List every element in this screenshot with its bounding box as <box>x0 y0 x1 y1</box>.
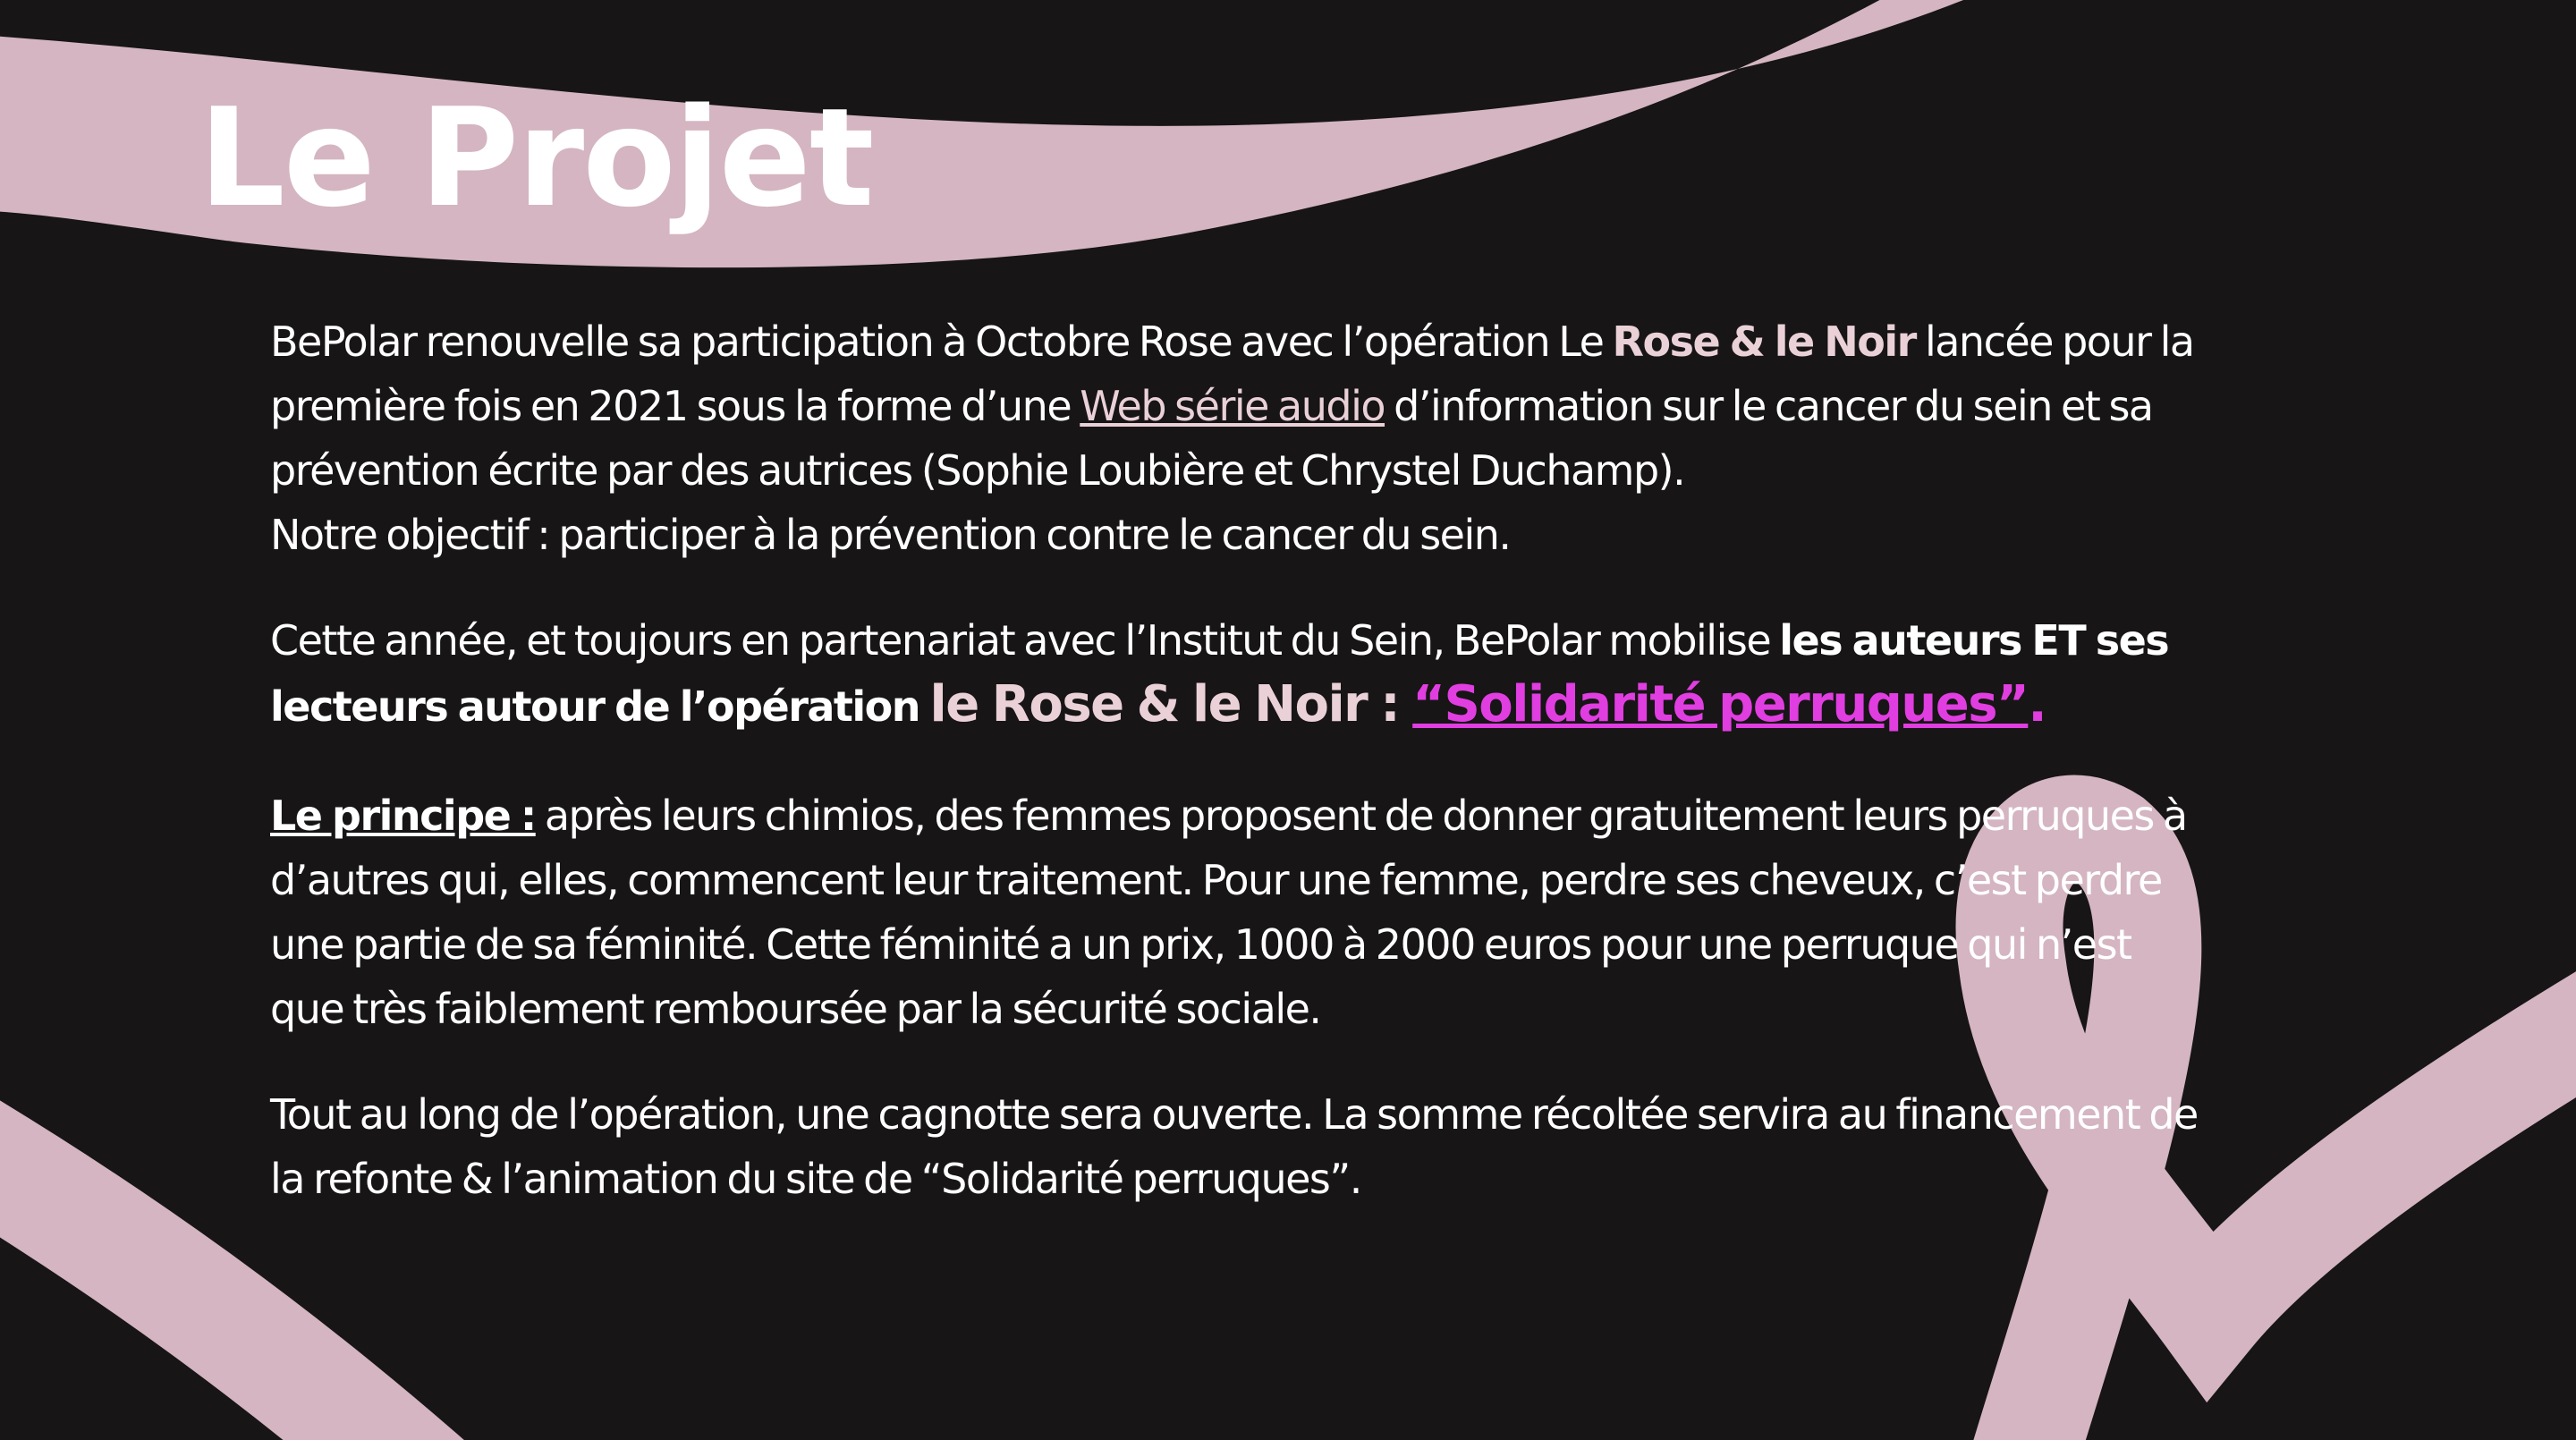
bold-text: les auteurs ET ses <box>1779 616 2169 665</box>
rose-noir-highlight: Rose & le Noir <box>1612 318 1916 366</box>
objective-text: Notre objectif : participer à la prévention contre le cancer du sein. <box>270 511 1511 559</box>
paragraph-fundraising <box>270 1082 2309 1211</box>
text: une partie de sa féminité. Cette féminité a un prix, 1000 à 2000 euros pour une perruque qui n’est <box>270 920 2131 969</box>
text: que très faiblement remboursée par la sécurité sociale. <box>270 985 1321 1033</box>
text: d’autres qui, elles, commencent leur traitement. Pour une femme, perdre ses cheveux, c’est perdre <box>270 856 2162 904</box>
paragraph-principle <box>270 784 2309 1041</box>
text: première fois en 2021 sous la forme d’une <box>270 382 1080 430</box>
content-body <box>270 309 2309 1211</box>
principle-label: Le principe : <box>270 792 536 840</box>
text: lancée pour la <box>1915 318 2194 366</box>
web-serie-audio-link[interactable]: Web série audio <box>1080 382 1385 430</box>
solidarite-perruques-link[interactable]: “Solidarité perruques” <box>1412 675 2029 733</box>
text: Cette année, et toujours en partenariat avec l’Institut du Sein, BePolar mobilise <box>270 616 1780 665</box>
bold-text: lecteurs autour de l’opération <box>270 682 930 731</box>
rose-noir-highlight: le Rose & le Noir : <box>929 675 1413 733</box>
text: Tout au long de l’opération, une cagnotte sera ouverte. La somme récoltée servira au financement de <box>270 1090 2198 1139</box>
period: . <box>2028 675 2046 733</box>
text: la refonte & l’animation du site de “Solidarité perruques”. <box>270 1155 1361 1203</box>
text: BePolar renouvelle sa participation à Octobre Rose avec l’opération Le <box>270 318 1613 366</box>
text: après leurs chimios, des femmes proposent de donner gratuitement leurs perruques à <box>535 792 2187 840</box>
paragraph-this-year <box>270 608 2309 739</box>
paragraph-intro <box>270 309 2309 567</box>
text: prévention écrite par des autrices (Sophie Loubière et Chrystel Duchamp). <box>270 446 1685 495</box>
text: d’information sur le cancer du sein et sa <box>1385 382 2153 430</box>
page-title: Le Projet <box>199 79 873 237</box>
